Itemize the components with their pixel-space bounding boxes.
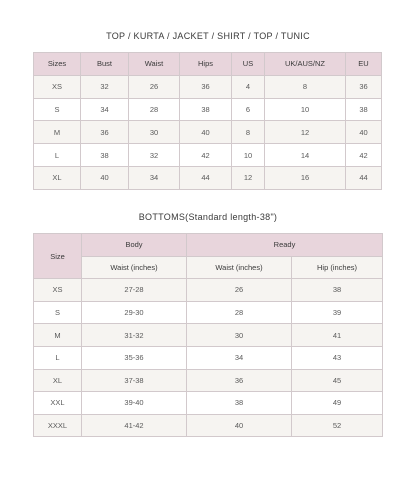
header-waist: Waist	[129, 53, 180, 76]
table-cell: 40	[180, 121, 232, 144]
table-cell: 12	[232, 166, 265, 189]
table-cell: 45	[292, 369, 383, 392]
table-cell: 28	[129, 98, 180, 121]
table-cell: 39-40	[82, 392, 187, 415]
table-cell: 32	[81, 75, 129, 98]
table-row	[34, 279, 383, 302]
table-cell: 38	[346, 98, 382, 121]
table-cell: 36	[180, 75, 232, 98]
table-cell: 10	[232, 144, 265, 167]
table-row	[34, 98, 382, 121]
header-hips: Hips	[180, 53, 232, 76]
header-body: Body	[82, 234, 187, 257]
table-cell: 36	[187, 369, 292, 392]
table-cell: 40	[81, 166, 129, 189]
table-cell: M	[34, 324, 82, 347]
table-row	[34, 301, 383, 324]
header-uk-aus-nz: UK/AUS/NZ	[265, 53, 346, 76]
header-us: US	[232, 53, 265, 76]
table-row	[34, 121, 382, 144]
table-cell: 8	[265, 75, 346, 98]
subheader-ready-waist: Waist (inches)	[187, 256, 292, 279]
table-cell: S	[34, 98, 81, 121]
table-cell: 4	[232, 75, 265, 98]
table-cell: 44	[346, 166, 382, 189]
table-cell: 38	[81, 144, 129, 167]
subheader-body-waist: Waist (inches)	[82, 256, 187, 279]
table-cell: 16	[265, 166, 346, 189]
table-cell: 38	[180, 98, 232, 121]
table-cell: 40	[346, 121, 382, 144]
table-header-row	[34, 53, 382, 76]
table-cell: 38	[187, 392, 292, 415]
header-ready: Ready	[187, 234, 383, 257]
table-cell: 42	[180, 144, 232, 167]
table-cell: L	[34, 346, 82, 369]
table-cell: 39	[292, 301, 383, 324]
table-cell: 40	[187, 414, 292, 437]
table-cell: 26	[187, 279, 292, 302]
table-cell: XXXL	[34, 414, 82, 437]
table-cell: 41	[292, 324, 383, 347]
table-cell: 38	[292, 279, 383, 302]
table-row	[34, 75, 382, 98]
table-row	[34, 369, 383, 392]
table-cell: 49	[292, 392, 383, 415]
table-cell: XS	[34, 279, 82, 302]
table-row	[34, 392, 383, 415]
table-cell: 6	[232, 98, 265, 121]
subheader-ready-hip: Hip (inches)	[292, 256, 383, 279]
table-header-row	[34, 234, 383, 257]
table-cell: 10	[265, 98, 346, 121]
table-cell: 31-32	[82, 324, 187, 347]
table-cell: 52	[292, 414, 383, 437]
header-size: Size	[34, 234, 82, 279]
table-cell: 32	[129, 144, 180, 167]
table-cell: XL	[34, 166, 81, 189]
table-cell: L	[34, 144, 81, 167]
header-eu: EU	[346, 53, 382, 76]
table-cell: 44	[180, 166, 232, 189]
table-cell: 8	[232, 121, 265, 144]
table-cell: XS	[34, 75, 81, 98]
table-cell: 35-36	[82, 346, 187, 369]
header-sizes: Sizes	[34, 53, 81, 76]
table-cell: 37-38	[82, 369, 187, 392]
table-cell: 12	[265, 121, 346, 144]
table-cell: XXL	[34, 392, 82, 415]
table-cell: 41-42	[82, 414, 187, 437]
table-cell: 14	[265, 144, 346, 167]
table-cell: 26	[129, 75, 180, 98]
top-size-chart-table	[33, 52, 382, 190]
table-row	[34, 324, 383, 347]
bottoms-size-chart-table	[33, 233, 383, 437]
table-row	[34, 414, 383, 437]
table-row	[34, 144, 382, 167]
table-cell: XL	[34, 369, 82, 392]
table-cell: 34	[187, 346, 292, 369]
table-cell: S	[34, 301, 82, 324]
table-cell: 42	[346, 144, 382, 167]
table-cell: 30	[129, 121, 180, 144]
table-cell: M	[34, 121, 81, 144]
table-subheader-row	[34, 256, 383, 279]
table-row	[34, 166, 382, 189]
header-bust: Bust	[81, 53, 129, 76]
table-cell: 34	[81, 98, 129, 121]
bottoms-table-title: BOTTOMS(Standard length-38")	[138, 212, 278, 222]
table-row	[34, 346, 383, 369]
table-cell: 28	[187, 301, 292, 324]
table-cell: 29-30	[82, 301, 187, 324]
table-cell: 36	[81, 121, 129, 144]
table-cell: 36	[346, 75, 382, 98]
table-cell: 43	[292, 346, 383, 369]
table-cell: 27-28	[82, 279, 187, 302]
table-cell: 34	[129, 166, 180, 189]
top-table-title: TOP / KURTA / JACKET / SHIRT / TOP / TUNIC	[106, 31, 310, 41]
table-cell: 30	[187, 324, 292, 347]
